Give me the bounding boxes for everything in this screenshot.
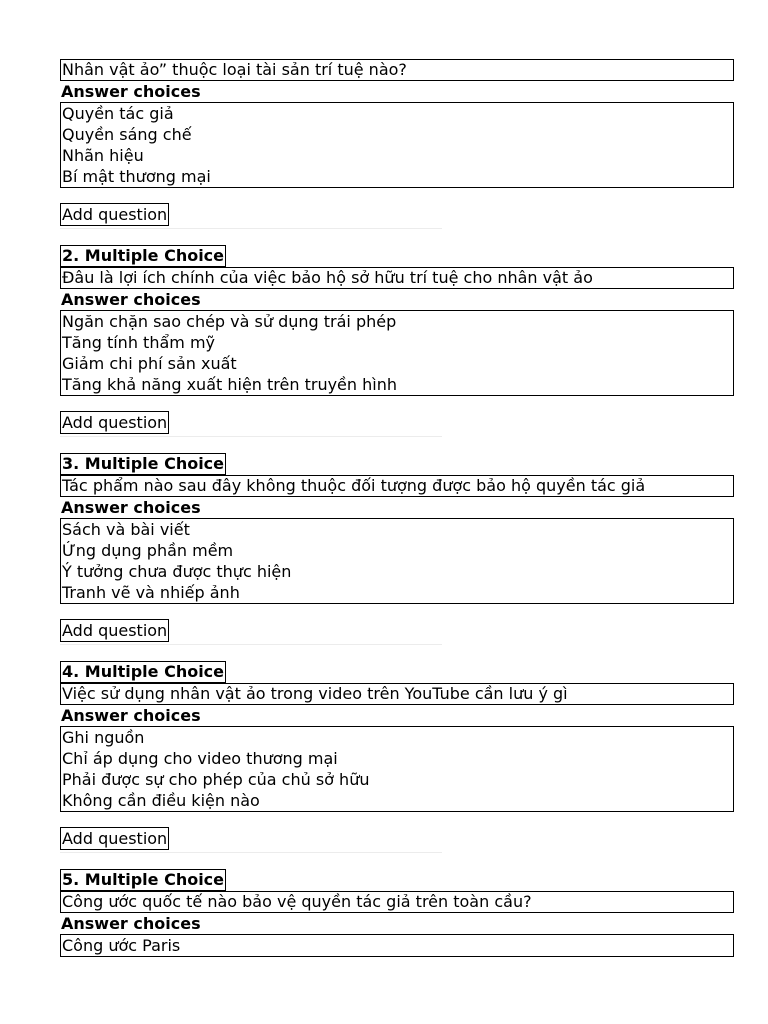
answer-choices-label: Answer choices bbox=[61, 82, 201, 101]
answer-choices-list bbox=[60, 102, 734, 188]
add-question-row bbox=[60, 827, 734, 869]
add-question-button[interactable]: Add question bbox=[62, 413, 168, 432]
question-text-field[interactable]: Nhân vật ảo” thuộc loại tài sản trí tuệ nào? bbox=[60, 59, 734, 81]
divider bbox=[60, 852, 442, 853]
answer-choices-label: Answer choices bbox=[61, 914, 201, 933]
divider bbox=[60, 644, 442, 645]
answer-choice[interactable]: Nhãn hiệu bbox=[62, 146, 144, 165]
answer-choice[interactable]: Giảm chi phí sản xuất bbox=[62, 354, 237, 373]
question-block-2 bbox=[60, 245, 734, 453]
answer-choice[interactable]: Không cần điều kiện nào bbox=[62, 791, 260, 810]
question-text-field[interactable]: Công ước quốc tế nào bảo vệ quyền tác giả trên toàn cầu? bbox=[60, 891, 734, 913]
answer-choices-label: Answer choices bbox=[61, 290, 201, 309]
quiz-page bbox=[60, 59, 734, 957]
question-block-1 bbox=[60, 59, 734, 245]
answer-choice[interactable]: Ứng dụng phần mềm bbox=[62, 541, 234, 560]
add-question-button[interactable]: Add question bbox=[62, 205, 168, 224]
question-block-5 bbox=[60, 869, 734, 957]
question-text-field[interactable]: Việc sử dụng nhân vật ảo trong video trên YouTube cần lưu ý gì bbox=[60, 683, 734, 705]
question-block-4 bbox=[60, 661, 734, 869]
answer-choices-list bbox=[60, 310, 734, 396]
answer-choices-label: Answer choices bbox=[61, 498, 201, 517]
question-text-field[interactable]: Đâu là lợi ích chính của việc bảo hộ sở hữu trí tuệ cho nhân vật ảo bbox=[60, 267, 734, 289]
answer-choice[interactable]: Tranh vẽ và nhiếp ảnh bbox=[62, 583, 240, 602]
answer-choice[interactable]: Tăng khả năng xuất hiện trên truyền hình bbox=[62, 375, 397, 394]
add-question-row bbox=[60, 411, 734, 453]
question-type-title: 3. Multiple Choice bbox=[62, 454, 225, 473]
answer-choice[interactable]: Quyền sáng chế bbox=[62, 125, 192, 144]
answer-choice[interactable]: Chỉ áp dụng cho video thương mại bbox=[62, 749, 338, 768]
answer-choice[interactable]: Ý tưởng chưa được thực hiện bbox=[62, 562, 292, 581]
question-block-3 bbox=[60, 453, 734, 661]
answer-choices-list bbox=[60, 934, 734, 957]
divider bbox=[60, 228, 442, 229]
answer-choice[interactable]: Công ước Paris bbox=[62, 936, 181, 955]
answer-choice[interactable]: Quyền tác giả bbox=[62, 104, 174, 123]
answer-choice[interactable]: Tăng tính thẩm mỹ bbox=[62, 333, 215, 352]
add-question-row bbox=[60, 203, 734, 245]
answer-choice[interactable]: Bí mật thương mại bbox=[62, 167, 211, 186]
question-text-field[interactable]: Tác phẩm nào sau đây không thuộc đối tượng được bảo hộ quyền tác giả bbox=[60, 475, 734, 497]
answer-choice[interactable]: Ghi nguồn bbox=[62, 728, 145, 747]
question-type-title: 5. Multiple Choice bbox=[62, 870, 225, 889]
add-question-button[interactable]: Add question bbox=[62, 621, 168, 640]
answer-choices-list bbox=[60, 726, 734, 812]
answer-choices-list bbox=[60, 518, 734, 604]
question-type-title: 4. Multiple Choice bbox=[62, 662, 225, 681]
add-question-button[interactable]: Add question bbox=[62, 829, 168, 848]
question-type-title: 2. Multiple Choice bbox=[62, 246, 225, 265]
answer-choice[interactable]: Sách và bài viết bbox=[62, 520, 190, 539]
divider bbox=[60, 436, 442, 437]
add-question-row bbox=[60, 619, 734, 661]
answer-choice[interactable]: Ngăn chặn sao chép và sử dụng trái phép bbox=[62, 312, 397, 331]
answer-choices-label: Answer choices bbox=[61, 706, 201, 725]
answer-choice[interactable]: Phải được sự cho phép của chủ sở hữu bbox=[62, 770, 370, 789]
